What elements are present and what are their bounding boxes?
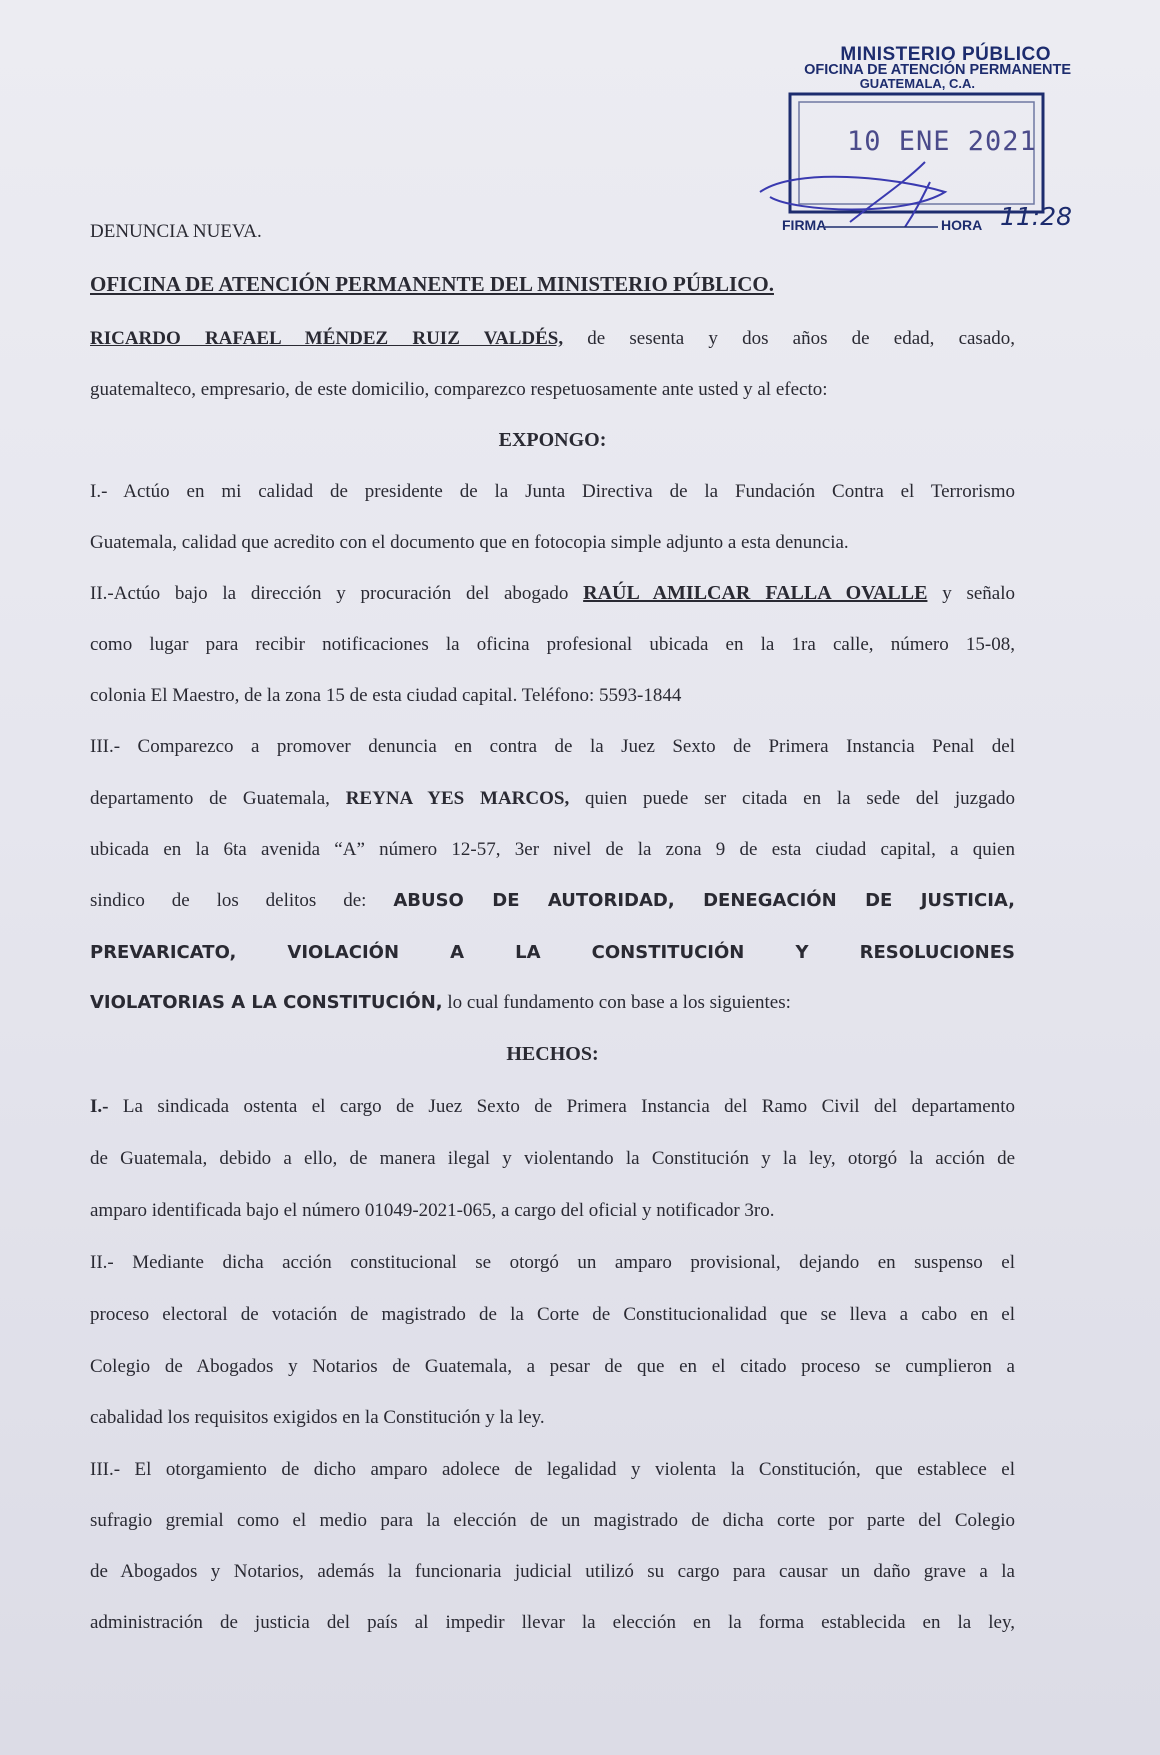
- h1-number: I.-: [90, 1096, 109, 1117]
- stamp-office: OFICINA DE ATENCIÓN PERMANENTE: [804, 62, 1071, 78]
- accused-name: REYNA YES MARCOS,: [345, 788, 570, 809]
- p3-d-pre: sindico de los delitos de:: [90, 890, 367, 911]
- p3-line-3: ubicada en la 6ta avenida “A” número 12-57, 3er nivel de la zona 9 de esta ciudad capital, a quien: [90, 839, 1015, 860]
- crimes-list-3: VIOLATORIAS A LA CONSTITUCIÓN,: [90, 992, 443, 1013]
- p3-line-2: [90, 787, 1015, 811]
- h3-line-4: administración de justicia del país al impedir llevar la elección en la forma establecida en la ley,: [90, 1612, 1015, 1633]
- crimes-list-2: PREVARICATO, VIOLACIÓN A LA CONSTITUCIÓN Y RESOLUCIONES: [90, 942, 1015, 963]
- p3-post: quien puede ser citada en la sede del juzgado: [584, 788, 1016, 809]
- intro-line-1: [90, 327, 1015, 351]
- h1-line-3: amparo identificada bajo el número 01049-2021-065, a cargo del oficial y notificador 3ro.: [90, 1200, 775, 1221]
- h2-line-3: Colegio de Abogados y Notarios de Guatemala, a pesar de que en el citado proceso se cumplieron a: [90, 1356, 1015, 1377]
- p2-line-1: [90, 581, 1015, 606]
- p3-pre: departamento de Guatemala,: [90, 788, 330, 809]
- p3-line-6: [90, 991, 1015, 1015]
- section-hechos: HECHOS:: [506, 1043, 599, 1065]
- h2-line-4: cabalidad los requisitos exigidos en la Constitución y la ley.: [90, 1407, 545, 1428]
- h2-line-2: proceso electoral de votación de magistrado de la Corte de Constitucionalidad que se lleva a cabo en el: [90, 1304, 1015, 1325]
- p3-f-post: lo cual fundamento con base a los siguientes:: [447, 992, 791, 1013]
- h1-text: La sindicada ostenta el cargo de Juez Sexto de Primera Instancia del Ramo Civil del departamento: [122, 1096, 1015, 1117]
- complainant-name: RICARDO RAFAEL MÉNDEZ RUIZ VALDÉS,: [90, 328, 564, 349]
- h2-line-1: II.- Mediante dicha acción constitucional se otorgó un amparo provisional, dejando en suspenso el: [90, 1252, 1015, 1273]
- p3-line-1: III.- Comparezco a promover denuncia en contra de la Juez Sexto de Primera Instancia Penal del: [90, 736, 1015, 757]
- h1-line-2: de Guatemala, debido a ello, de manera ilegal y violentando la Constitución y la ley, otorgó la acción de: [90, 1148, 1015, 1169]
- reception-stamp: [755, 42, 1085, 242]
- h3-line-1: III.- El otorgamiento de dicho amparo adolece de legalidad y violenta la Constitución, que establece el: [90, 1459, 1015, 1480]
- crimes-list-1: ABUSO DE AUTORIDAD, DENEGACIÓN DE JUSTICIA,: [393, 890, 1015, 911]
- p2-line-3: colonia El Maestro, de la zona 15 de esta ciudad capital. Teléfono: 5593-1844: [90, 685, 682, 706]
- document-title: OFICINA DE ATENCIÓN PERMANENTE DEL MINISTERIO PÚBLICO.: [90, 272, 774, 296]
- p1-line-1: I.- Actúo en mi calidad de presidente de la Junta Directiva de la Fundación Contra el Terrorismo: [90, 481, 1015, 502]
- document-header: DENUNCIA NUEVA.: [90, 221, 262, 242]
- p2-pre: II.-Actúo bajo la dirección y procuración del abogado: [90, 583, 569, 604]
- p3-line-4: [90, 889, 1015, 913]
- p2-line-2: como lugar para recibir notificaciones la oficina profesional ubicada en la 1ra calle, número 15-08,: [90, 634, 1015, 655]
- intro-line-2: guatemalteco, empresario, de este domicilio, comparezco respetuosamente ante usted y al efecto:: [90, 379, 828, 400]
- h3-line-2: sufragio gremial como el medio para la elección de un magistrado de dicha corte por parte del Colegio: [90, 1510, 1015, 1531]
- lawyer-name: RAÚL AMILCAR FALLA OVALLE: [583, 582, 928, 604]
- stamp-hora-value: 11:28: [1000, 202, 1073, 231]
- p2-post: y señalo: [942, 583, 1016, 604]
- p1-line-2: Guatemala, calidad que acredito con el documento que en fotocopia simple adjunto a esta denuncia.: [90, 532, 849, 553]
- h1-line-1: [90, 1095, 1015, 1119]
- stamp-hora-label: HORA: [941, 217, 983, 233]
- stamp-date: 10 ENE 2021: [847, 126, 1037, 157]
- stamp-location: GUATEMALA, C.A.: [859, 76, 975, 91]
- intro-rest: de sesenta y dos años de edad, casado,: [587, 328, 1016, 349]
- h3-line-3: de Abogados y Notarios, además la funcionaria judicial utilizó su cargo para causar un daño grave a la: [90, 1561, 1015, 1582]
- section-expongo: EXPONGO:: [498, 429, 607, 451]
- stamp-institution: MINISTERIO PÚBLICO: [840, 44, 1051, 65]
- stamp-firma-label: FIRMA: [782, 217, 827, 233]
